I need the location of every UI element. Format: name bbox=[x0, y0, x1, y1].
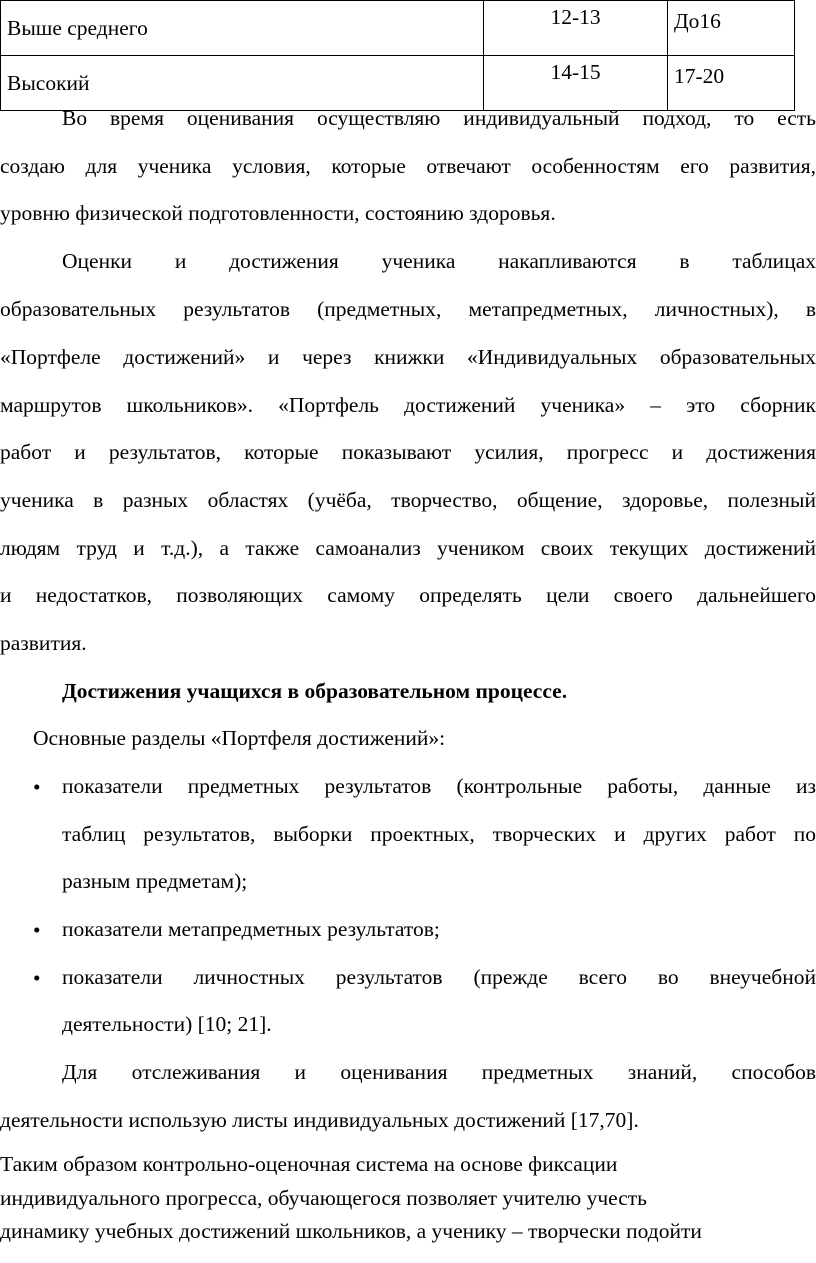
table-cell-grade: До16 bbox=[667, 1, 794, 56]
table-cell-points: 14-15 bbox=[484, 56, 668, 111]
paragraph-line: образовательных результатов (предметных, метапредметных, личностных), в bbox=[0, 297, 816, 321]
list-item-line: показатели личностных результатов (прежде всего во внеучебной bbox=[62, 965, 816, 989]
paragraph-line: индивидуального прогресса, обучающегося позволяет учителю учесть bbox=[0, 1186, 647, 1210]
paragraph-line: Во время оценивания осуществляю индивидуальный подход, то есть bbox=[62, 106, 816, 130]
bullet-icon: • bbox=[33, 918, 41, 942]
paragraph-line: уровню физической подготовленности, состоянию здоровья. bbox=[0, 201, 556, 225]
paragraph-line: людям труд и т.д.), а также самоанализ учеником своих текущих достижений bbox=[0, 536, 816, 560]
paragraph-line: Оценки и достижения ученика накапливаются в таблицах bbox=[62, 249, 816, 273]
grade-table bbox=[0, 0, 795, 111]
table-cell-points: 12-13 bbox=[484, 1, 668, 56]
bullet-icon: • bbox=[33, 775, 41, 799]
list-item-line: показатели метапредметных результатов; bbox=[62, 917, 440, 941]
paragraph-line: создаю для ученика условия, которые отвечают особенностям его развития, bbox=[0, 154, 816, 178]
paragraph-line: работ и результатов, которые показывают усилия, прогресс и достижения bbox=[0, 440, 816, 464]
table-cell-level: Высокий bbox=[1, 56, 484, 111]
paragraph-line: ученика в разных областях (учёба, творчество, общение, здоровье, полезный bbox=[0, 488, 816, 512]
table-row bbox=[1, 1, 795, 56]
list-item-line: показатели предметных результатов (контрольные работы, данные из bbox=[62, 774, 816, 798]
paragraph-line: и недостатков, позволяющих самому определять цели своего дальнейшего bbox=[0, 583, 816, 607]
paragraph-line: развития. bbox=[0, 631, 87, 655]
paragraph-line: «Портфеле достижений» и через книжки «Индивидуальных образовательных bbox=[0, 345, 816, 369]
section-heading: Достижения учащихся в образовательном процессе. bbox=[62, 679, 568, 703]
list-item-line: таблиц результатов, выборки проектных, творческих и других работ по bbox=[62, 822, 816, 846]
table-cell-grade: 17-20 bbox=[667, 56, 794, 111]
list-item-line: деятельности) [10; 21]. bbox=[62, 1012, 272, 1036]
paragraph-line: Таким образом контрольно-оценочная система на основе фиксации bbox=[0, 1152, 618, 1176]
paragraph-line: деятельности использую листы индивидуальных достижений [17,70]. bbox=[0, 1108, 639, 1132]
paragraph-line: Для отслеживания и оценивания предметных знаний, способов bbox=[62, 1060, 816, 1084]
bullet-icon: • bbox=[33, 966, 41, 990]
sections-intro: Основные разделы «Портфеля достижений»: bbox=[33, 726, 446, 750]
list-item-line: разным предметам); bbox=[62, 869, 248, 893]
table-cell-level: Выше среднего bbox=[1, 1, 484, 56]
paragraph-line: маршрутов школьников». «Портфель достижений ученика» – это сборник bbox=[0, 393, 816, 417]
paragraph-line: динамику учебных достижений школьников, а ученику – творчески подойти bbox=[0, 1219, 702, 1243]
